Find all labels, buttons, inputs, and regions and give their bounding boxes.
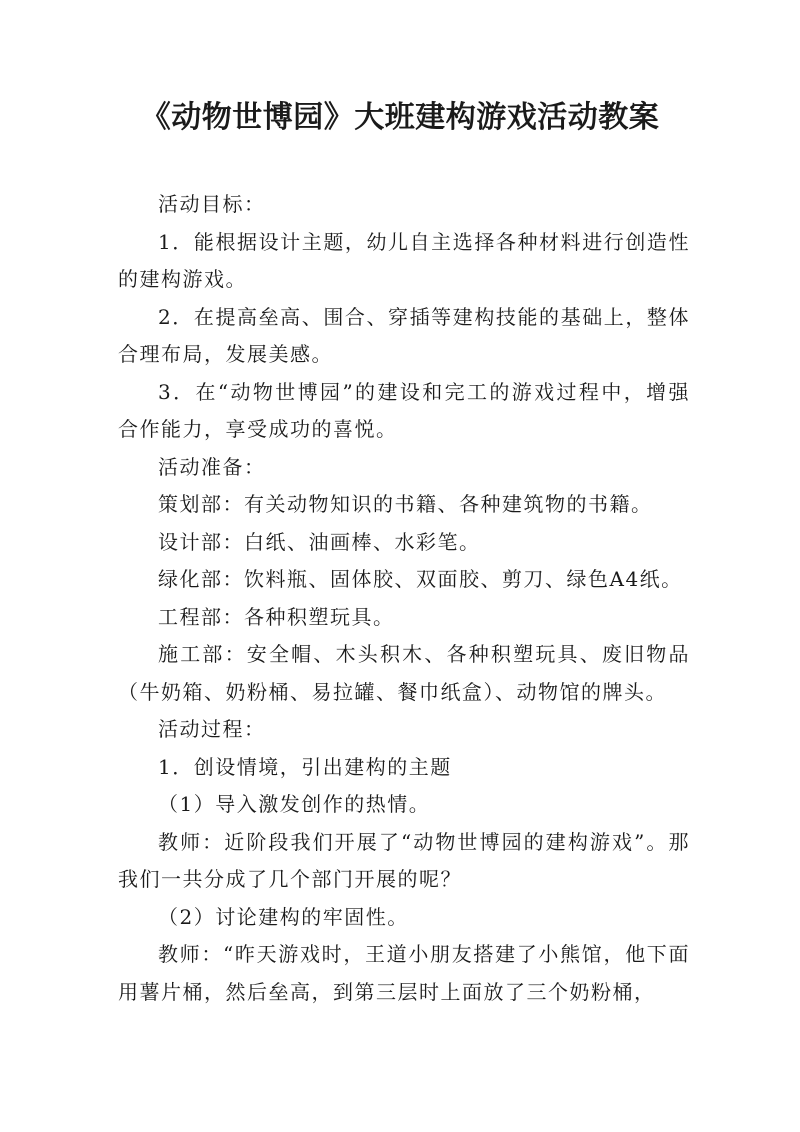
document-body (118, 186, 690, 1011)
paragraph-design-dept: 设计部：白纸、油画棒、水彩笔。 (158, 529, 481, 554)
paragraph-substep-1: （1）导入激发创作的热情。 (158, 792, 431, 816)
paragraph-process-heading: 活动过程： (158, 717, 266, 741)
paragraph-goal-3: 3．在“动物世博园”的建设和完工的游戏过程中，增强合作能力，享受成功的喜悦。 (118, 379, 690, 441)
paragraph-goal-2: 2．在提高垒高、围合、穿插等建构技能的基础上，整体合理布局，发展美感。 (118, 304, 690, 366)
paragraph-preparation-heading: 活动准备： (158, 454, 266, 479)
paragraph-teacher-1: 教师：近阶段我们开展了“动物世博园的建构游戏”。那我们一共分成了几个部门开展的呢？ (118, 829, 690, 891)
paragraph-step-1: 1．创设情境，引出建构的主题 (158, 754, 452, 779)
paragraph-engineering-dept: 工程部：各种积塑玩具。 (158, 604, 395, 629)
paragraph-greening-dept: 绿化部：饮料瓶、固体胶、双面胶、剪刀、绿色A4纸。 (158, 567, 683, 591)
paragraph-planning-dept: 策划部：有关动物知识的书籍、各种建筑物的书籍。 (158, 492, 653, 516)
paragraph-goals-heading: 活动目标： (158, 192, 266, 216)
paragraph-construction-dept: 施工部：安全帽、木头积木、各种积塑玩具、废旧物品（牛奶箱、奶粉桶、易拉罐、餐巾纸盒）、动物馆的牌头。 (118, 642, 690, 704)
paragraph-teacher-2: 教师：“昨天游戏时，王道小朋友搭建了小熊馆，他下面用薯片桶，然后垒高，到第三层时上面放了三个奶粉桶， (118, 942, 690, 1004)
paragraph-goal-1: 1．能根据设计主题，幼儿自主选择各种材料进行创造性的建构游戏。 (118, 229, 690, 291)
paragraph-substep-2: （2）讨论建构的牢固性。 (158, 904, 409, 929)
document-title: 《动物世博园》大班建构游戏活动教案 (140, 100, 660, 135)
